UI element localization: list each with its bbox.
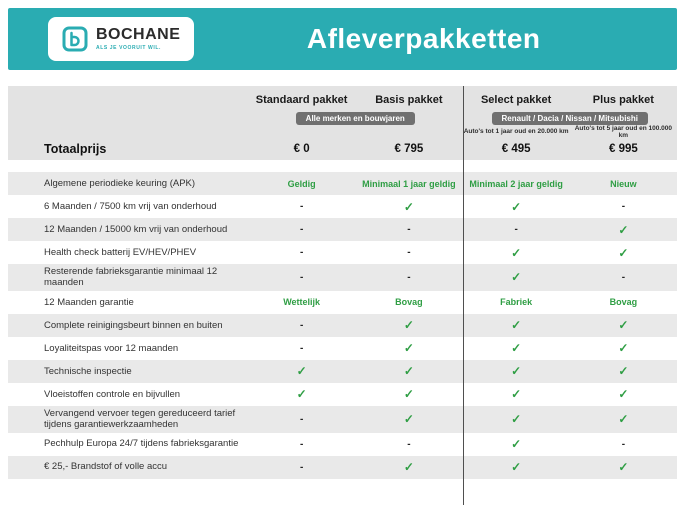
dash-icon: - xyxy=(299,342,304,354)
table-header-band xyxy=(8,86,677,160)
check-icon: ✓ xyxy=(618,460,629,475)
bochane-logo xyxy=(48,17,194,61)
check-icon: ✓ xyxy=(403,199,414,214)
check-icon: ✓ xyxy=(403,460,414,475)
dash-icon: - xyxy=(299,319,304,331)
check-icon: ✓ xyxy=(618,412,629,427)
check-icon: ✓ xyxy=(511,387,522,402)
dash-icon: - xyxy=(407,247,411,258)
dash-icon: - xyxy=(299,461,304,473)
logo-name: BOCHANE xyxy=(96,25,181,43)
feature-rows xyxy=(8,172,677,479)
cell-value: Wettelijk xyxy=(283,297,321,308)
dash-icon: - xyxy=(299,271,304,283)
package-header-standaard: Standaard pakket xyxy=(255,94,348,106)
table-row xyxy=(8,456,677,479)
dash-icon: - xyxy=(299,413,304,425)
row-label: Vloeistoffen controle en bijvullen xyxy=(44,388,181,400)
cell-value: Bovag xyxy=(395,297,423,308)
row-label: Health check batterij EV/HEV/PHEV xyxy=(44,246,197,258)
row-label: 12 Maanden garantie xyxy=(44,296,134,308)
dash-icon: - xyxy=(299,224,304,235)
row-label: Vervangend vervoer tegen gereduceerd tarief tijdens garantiewerkzaamheden xyxy=(44,407,236,431)
check-icon: ✓ xyxy=(403,364,414,379)
cell-value: Nieuw xyxy=(610,178,637,189)
dash-icon: - xyxy=(299,438,304,450)
logo-text xyxy=(96,27,180,51)
row-label: 12 Maanden / 15000 km vrij van onderhoud xyxy=(44,223,228,235)
check-icon: ✓ xyxy=(511,412,522,427)
total-price-label: Totaalprijs xyxy=(44,141,107,156)
table-row xyxy=(8,406,677,433)
row-label: 6 Maanden / 7500 km vrij van onderhoud xyxy=(44,200,217,212)
package-header-plus: Plus pakket xyxy=(592,94,654,106)
check-icon: ✓ xyxy=(296,387,307,402)
check-icon: ✓ xyxy=(618,318,629,333)
dash-icon: - xyxy=(407,224,411,235)
dash-icon: - xyxy=(514,224,518,235)
price-select: € 495 xyxy=(501,142,531,155)
plus-subnote: Auto's tot 5 jaar oud en 100.000 km xyxy=(574,124,673,139)
table-row xyxy=(8,337,677,360)
check-icon: ✓ xyxy=(403,318,414,333)
table-row xyxy=(8,383,677,406)
check-icon: ✓ xyxy=(618,222,629,237)
cell-value: Geldig xyxy=(287,178,316,189)
cell-value: Minimaal 1 jaar geldig xyxy=(362,178,456,189)
packages-comparison-table xyxy=(8,86,677,505)
select-subnote: Auto's tot 1 jaar oud en 20.000 km xyxy=(463,128,569,135)
group-divider-line xyxy=(463,86,464,505)
row-label: Resterende fabrieksgarantie minimaal 12 maanden xyxy=(44,266,218,289)
brands-badge-left: Alle merken en bouwjaren xyxy=(296,112,415,125)
dash-icon: - xyxy=(407,271,411,283)
dash-icon: - xyxy=(299,201,304,212)
price-basis: € 795 xyxy=(394,142,424,155)
check-icon: ✓ xyxy=(511,270,522,285)
cell-value: Fabriek xyxy=(500,297,533,308)
total-price-row xyxy=(8,137,677,160)
page-title: Afleverpakketten xyxy=(306,23,541,54)
table-row xyxy=(8,314,677,337)
check-icon: ✓ xyxy=(618,364,629,379)
check-icon: ✓ xyxy=(403,412,414,427)
subnotes-row xyxy=(8,126,677,137)
check-icon: ✓ xyxy=(511,199,522,214)
check-icon: ✓ xyxy=(511,364,522,379)
table-row xyxy=(8,172,677,195)
price-standaard: € 0 xyxy=(293,142,310,155)
brands-badge-right: Renault / Dacia / Nissan / Mitsubishi xyxy=(492,112,648,125)
dash-icon: - xyxy=(621,201,626,212)
package-header-basis: Basis pakket xyxy=(375,94,443,106)
check-icon: ✓ xyxy=(511,245,522,260)
check-icon: ✓ xyxy=(511,318,522,333)
logo-tagline: ALS JE VOORUIT WIL. xyxy=(96,44,162,51)
cell-value: Minimaal 2 jaar geldig xyxy=(469,178,563,189)
row-label: Technische inspectie xyxy=(44,365,132,377)
package-header-select: Select pakket xyxy=(480,94,552,106)
table-row xyxy=(8,241,677,264)
row-label: Pechhulp Europa 24/7 tijdens fabrieksgarantie xyxy=(44,438,239,450)
table-row xyxy=(8,360,677,383)
check-icon: ✓ xyxy=(511,437,522,452)
cell-value: Bovag xyxy=(609,297,638,308)
table-row xyxy=(8,291,677,314)
table-row xyxy=(8,264,677,291)
price-plus: € 995 xyxy=(608,142,638,155)
check-icon: ✓ xyxy=(403,341,414,356)
check-icon: ✓ xyxy=(618,387,629,402)
row-label: € 25,- Brandstof of volle accu xyxy=(44,461,168,473)
table-row xyxy=(8,433,677,456)
check-icon: ✓ xyxy=(296,364,307,379)
check-icon: ✓ xyxy=(618,341,629,356)
row-label: Algemene periodieke keuring (APK) xyxy=(44,177,196,189)
table-row xyxy=(8,195,677,218)
package-names-row xyxy=(8,90,677,110)
row-label: Complete reinigingsbeurt binnen en buiten xyxy=(44,319,223,331)
check-icon: ✓ xyxy=(511,341,522,356)
dash-icon: - xyxy=(299,247,304,258)
check-icon: ✓ xyxy=(403,387,414,402)
check-icon: ✓ xyxy=(511,460,522,475)
row-label: Loyaliteitspas voor 12 maanden xyxy=(44,342,179,354)
dash-icon: - xyxy=(621,438,626,450)
bochane-logo-icon xyxy=(62,26,88,52)
table-row xyxy=(8,218,677,241)
check-icon: ✓ xyxy=(618,245,629,260)
dash-icon: - xyxy=(407,438,411,450)
dash-icon: - xyxy=(621,271,626,283)
header-bar xyxy=(8,8,677,70)
